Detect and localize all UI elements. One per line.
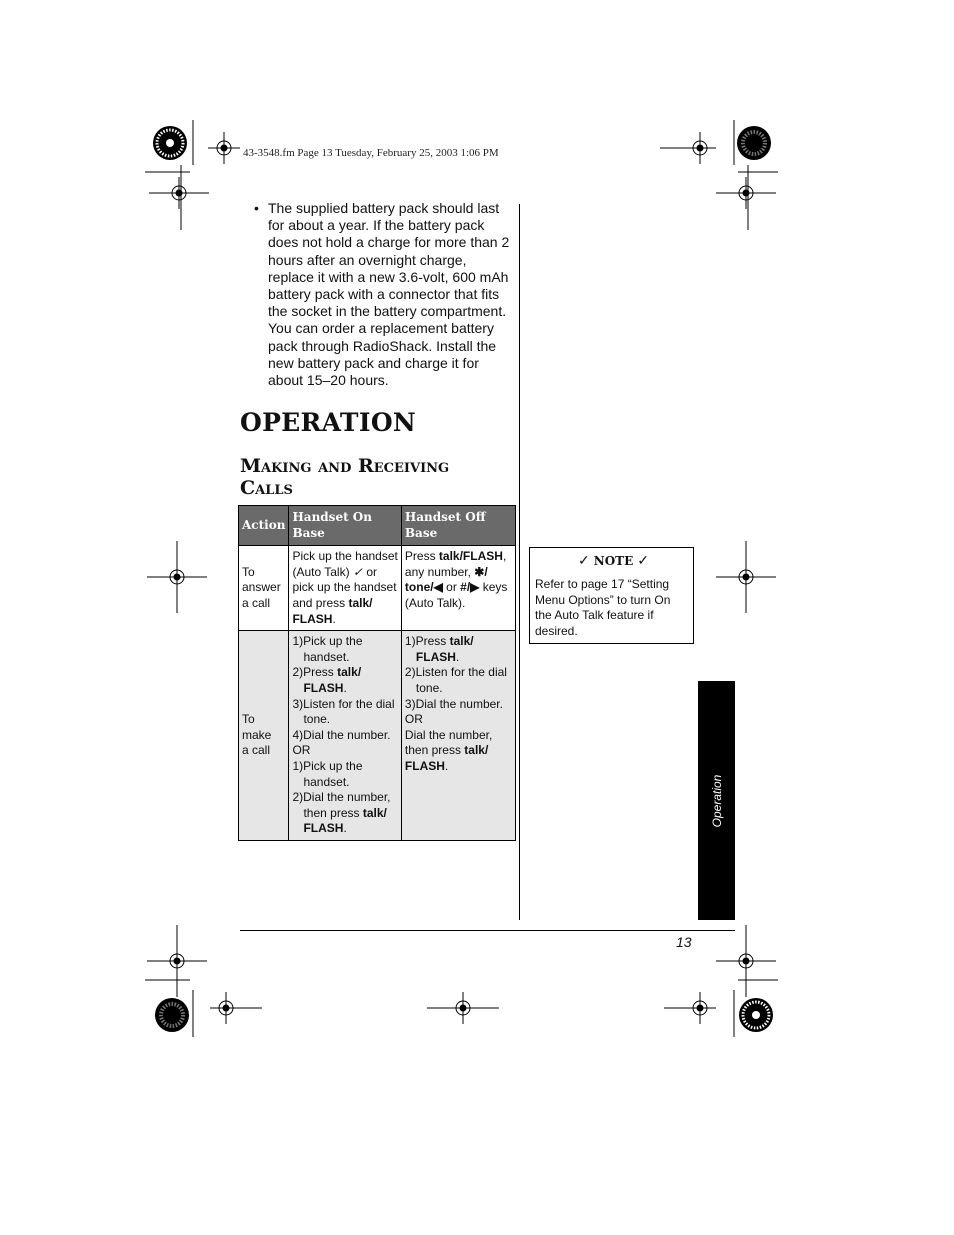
note-line: Menu Options” to turn On bbox=[535, 592, 671, 607]
bullet-line: for about a year. If the battery pack bbox=[268, 217, 485, 234]
cell-text: . bbox=[343, 821, 347, 836]
note-pad-icon: ✓ bbox=[637, 553, 649, 569]
cell-line bbox=[292, 596, 397, 612]
bullet-line: You can order a replacement battery bbox=[268, 320, 494, 337]
cell-line bbox=[292, 612, 397, 628]
cell-line: (Auto Talk). bbox=[404, 595, 466, 610]
step-line: Dial the number, bbox=[404, 727, 493, 742]
bullet-line: replace it with a new 3.6-volt, 600 mAh bbox=[268, 268, 509, 285]
key-name: tone/◀ bbox=[404, 580, 443, 595]
step-line: 2)Dial the number, bbox=[292, 790, 391, 805]
step-line: tone. bbox=[303, 712, 331, 727]
step-line bbox=[405, 634, 512, 650]
cell-text: or bbox=[362, 564, 377, 579]
footer-rule bbox=[240, 930, 735, 931]
step-line: 4)Dial the number. bbox=[292, 727, 391, 742]
file-header: 43-3548.fm Page 13 Tuesday, February 25, 2003 1:06 PM bbox=[243, 147, 499, 159]
bullet-text bbox=[268, 200, 516, 389]
step-line bbox=[405, 650, 512, 666]
key-name: #/▶ bbox=[460, 580, 480, 595]
action-line: To bbox=[242, 564, 255, 579]
cell-text: keys bbox=[479, 580, 508, 595]
action-line: make bbox=[242, 727, 272, 742]
action-line: a call bbox=[242, 595, 271, 610]
action-cell bbox=[239, 546, 289, 631]
step-line bbox=[292, 681, 397, 697]
bullet-line: pack through RadioShack. Install the bbox=[268, 337, 497, 354]
cell-text: Press bbox=[404, 549, 439, 564]
key-name: ✱/ bbox=[474, 564, 488, 579]
on-base-cell bbox=[289, 631, 401, 841]
action-line: To bbox=[242, 712, 255, 727]
key-name: talk/ bbox=[449, 634, 474, 649]
cell-text: 2)Press bbox=[292, 665, 338, 680]
cell-text: then press bbox=[303, 805, 363, 820]
key-name: FLASH bbox=[292, 611, 333, 626]
step-line: 1)Pick up the bbox=[292, 758, 363, 773]
bullet-line: the socket in the battery compartment. bbox=[268, 303, 507, 320]
side-tab-label: Operation bbox=[709, 774, 724, 827]
cell-text: then press bbox=[404, 743, 465, 758]
section-heading-line: Calls bbox=[240, 477, 293, 499]
cell-line bbox=[405, 580, 512, 596]
cell-line: Pick up the handset bbox=[292, 549, 398, 564]
cell-line bbox=[292, 565, 397, 581]
section-heading bbox=[240, 455, 510, 499]
cell-text: , bbox=[502, 549, 507, 564]
bullet-line: about 15–20 hours. bbox=[268, 372, 389, 389]
cell-text: . bbox=[455, 649, 460, 664]
note-box bbox=[529, 547, 694, 644]
key-name: FLASH bbox=[404, 758, 445, 773]
off-base-cell bbox=[401, 546, 515, 631]
cell-text: any number, bbox=[404, 564, 475, 579]
column-header-action: Action bbox=[239, 506, 289, 546]
table-row-answer bbox=[239, 546, 516, 631]
column-header-on-base: Handset On Base bbox=[289, 506, 401, 546]
key-name: talk/ bbox=[464, 743, 489, 758]
cell-line bbox=[405, 549, 512, 565]
cell-text: . bbox=[343, 680, 347, 695]
table-row-make bbox=[239, 631, 516, 841]
note-pad-icon: ✓ bbox=[352, 564, 363, 579]
note-title-text: NOTE bbox=[593, 554, 634, 568]
step-line: 1)Pick up the bbox=[292, 634, 363, 649]
action-cell bbox=[239, 631, 289, 841]
step-line bbox=[405, 759, 512, 775]
note-line: desired. bbox=[535, 623, 578, 638]
section-heading-line: Making and Receiving bbox=[240, 455, 450, 477]
bullet-line: hours after an overnight charge, bbox=[268, 251, 467, 268]
cell-text: (Auto Talk) bbox=[292, 564, 353, 579]
action-line: answer bbox=[242, 580, 281, 595]
key-name: FLASH bbox=[303, 680, 344, 695]
operation-heading: OPERATION bbox=[240, 408, 417, 437]
cell-text: . bbox=[444, 758, 449, 773]
key-name: FLASH bbox=[303, 821, 344, 836]
cell-line bbox=[405, 565, 512, 581]
bullet-dot: • bbox=[254, 200, 259, 216]
column-header-off-base: Handset Off Base bbox=[401, 506, 515, 546]
key-name: FLASH bbox=[415, 649, 456, 664]
note-pad-icon: ✓ bbox=[578, 553, 590, 569]
note-body bbox=[535, 577, 685, 639]
on-base-cell bbox=[289, 546, 401, 631]
section-side-tab bbox=[698, 681, 735, 920]
step-line bbox=[292, 806, 397, 822]
cell-text: 1)Press bbox=[404, 634, 450, 649]
step-line: handset. bbox=[303, 774, 350, 789]
bullet-line: The supplied battery pack should last bbox=[268, 200, 500, 216]
table-header-row bbox=[239, 506, 516, 546]
key-name: talk/ bbox=[348, 595, 373, 610]
note-line: the Auto Talk feature if bbox=[535, 608, 654, 623]
step-line bbox=[292, 665, 397, 681]
step-line bbox=[405, 743, 512, 759]
bullet-line: battery pack with a connector that fits bbox=[268, 286, 500, 303]
page-number: 13 bbox=[676, 934, 692, 950]
step-line: OR bbox=[404, 712, 423, 727]
cell-text: or bbox=[442, 580, 461, 595]
key-name: talk/ bbox=[362, 805, 387, 820]
key-name: talk/ bbox=[337, 665, 362, 680]
cell-text: and press bbox=[292, 595, 349, 610]
bullet-line: new battery pack and charge it for bbox=[268, 354, 479, 371]
bullet-line: does not hold a charge for more than 2 bbox=[268, 234, 510, 251]
cell-text: . bbox=[332, 611, 336, 626]
step-line: 2)Listen for the dial bbox=[404, 665, 507, 680]
step-line: OR bbox=[292, 743, 311, 758]
note-line: Refer to page 17 “Setting bbox=[535, 577, 670, 591]
action-line: a call bbox=[242, 743, 271, 758]
key-name: talk/FLASH bbox=[438, 549, 503, 564]
note-title bbox=[574, 554, 653, 570]
battery-bullet bbox=[254, 200, 516, 389]
step-line bbox=[292, 821, 397, 837]
step-line: 3)Dial the number. bbox=[404, 696, 503, 711]
step-line: tone. bbox=[415, 680, 443, 695]
calls-table bbox=[238, 505, 516, 841]
cell-line: pick up the handset bbox=[292, 580, 397, 595]
step-line: 3)Listen for the dial bbox=[292, 696, 395, 711]
step-line: handset. bbox=[303, 649, 350, 664]
column-divider bbox=[519, 204, 520, 920]
off-base-cell bbox=[401, 631, 515, 841]
